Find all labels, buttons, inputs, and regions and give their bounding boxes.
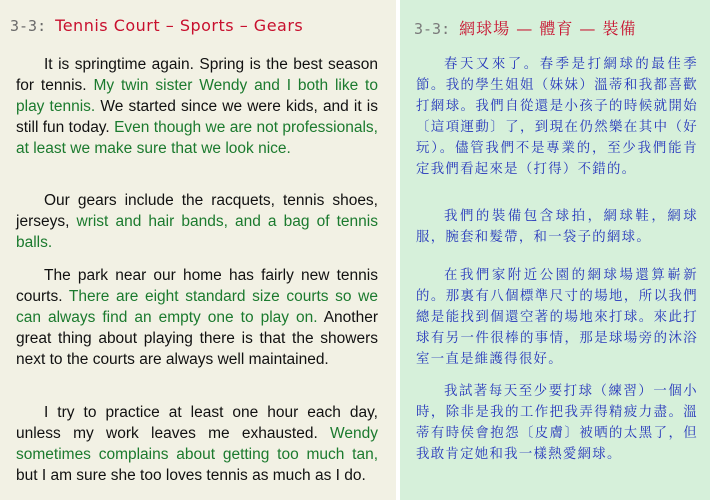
english-text-segment: wrist and hair bands, and a bag of tennis balls.: [16, 213, 378, 251]
english-text-segment: My twin sister Wendy and I both like to play tennis.: [16, 77, 378, 115]
section-number: 3-3:: [414, 20, 451, 38]
english-paragraph-4: [16, 402, 378, 486]
english-paragraph-1: [16, 54, 378, 159]
english-text-segment: Our gears include the racquets, tennis shoes, jerseys,: [16, 192, 378, 230]
chinese-header: [414, 16, 637, 39]
section-number: 3-3:: [10, 17, 47, 35]
english-paragraph-3: [16, 265, 378, 370]
english-text-segment: Another great thing about playing there is that the showers next to the courts are always well maintained.: [16, 309, 378, 368]
chinese-text: 春天又來了。春季是打網球的最佳季節。我的學生姐姐（妹妹）溫蒂和我都喜歡打網球。我們自從還是小孩子的時候就開始〔這項運動〕了，到現在仍然樂在其中（好玩）。儘管我們不是專業的，至少我們能肯定我們看起來是（打得）不錯的。: [416, 57, 698, 177]
english-text-segment: The park near our home has fairly new tennis courts.: [16, 267, 378, 305]
chinese-paragraph-2: [416, 206, 698, 248]
english-text-segment: It is springtime again. Spring is the best season for tennis.: [16, 56, 378, 94]
chinese-title: 網球場 — 體育 — 裝備: [459, 19, 637, 38]
english-paragraph-2: [16, 190, 378, 253]
chinese-paragraph-1: [416, 54, 698, 180]
chinese-text: 在我們家附近公園的網球場還算嶄新的。那裏有八個標準尺寸的場地，所以我們總是能找到個還空著的場地來打球。來此打球有另一件很棒的事情，那是球場旁的沐浴室一直是維護得很好。: [416, 268, 698, 367]
english-header: [10, 16, 303, 35]
chinese-paragraph-3: [416, 265, 698, 370]
english-text-segment: but I am sure she too loves tennis as much as I do.: [16, 467, 366, 484]
chinese-paragraph-4: [416, 381, 698, 465]
english-text-segment: Wendy sometimes complains about getting too much tan,: [16, 425, 378, 463]
english-title: Tennis Court – Sports – Gears: [55, 16, 304, 35]
chinese-text: 我試著每天至少要打球（練習）一個小時，除非是我的工作把我弄得精疲力盡。溫蒂有時侯會抱怨〔皮膚〕被晒的太黑了，但我敢肯定她和我一樣熱愛網球。: [416, 384, 698, 462]
english-text-segment: I try to practice at least one hour each day, unless my work leaves me exhausted.: [16, 404, 378, 442]
english-text-segment: There are eight standard size courts so we can always find an empty one to play on.: [16, 288, 378, 326]
english-text-segment: Even though we are not professionals, at least we make sure that we look nice.: [16, 119, 378, 157]
english-text-segment: We started since we were kids, and it is still fun today.: [16, 98, 378, 136]
chinese-text: 我們的裝備包含球拍，網球鞋，網球服，腕套和髮帶，和一袋子的網球。: [416, 209, 698, 245]
